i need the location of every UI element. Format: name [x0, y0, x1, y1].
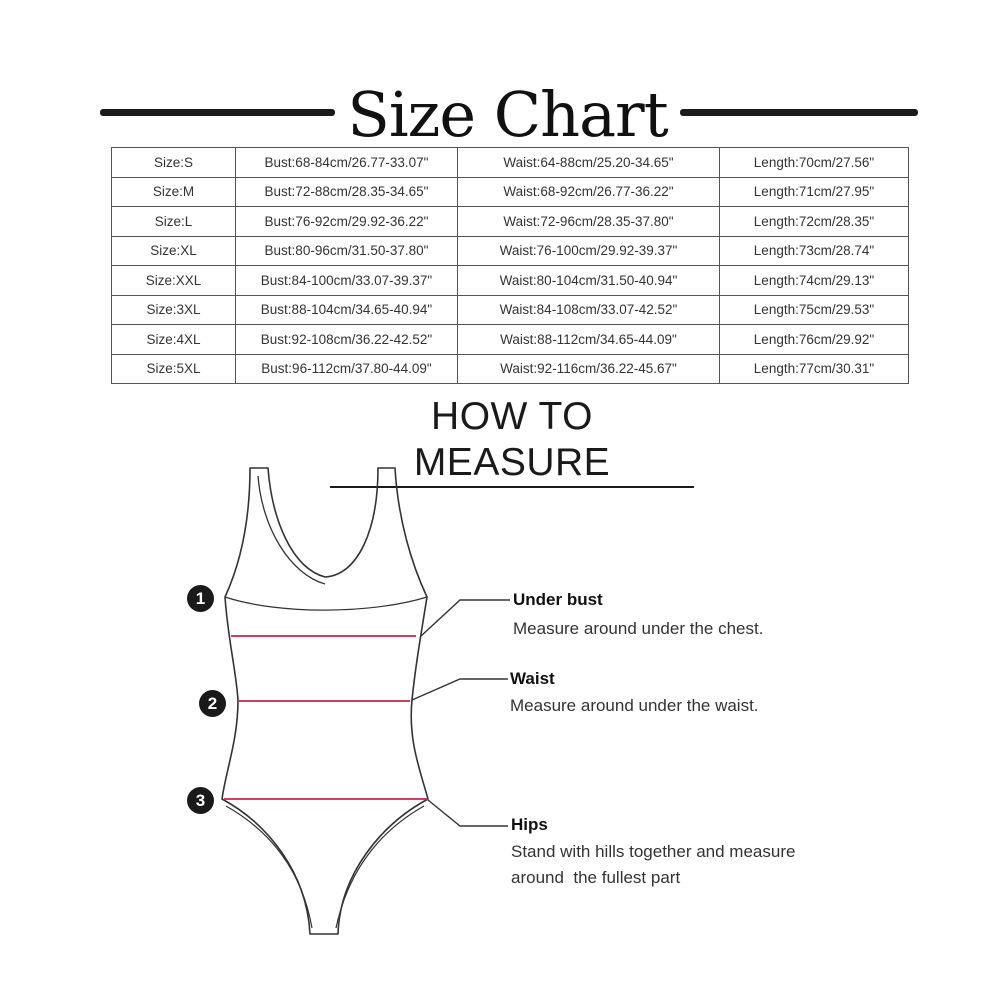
cell-length: Length:73cm/28.74"	[720, 236, 909, 266]
cell-waist: Waist:76-100cm/29.92-39.37"	[458, 236, 720, 266]
cell-bust: Bust:76-92cm/29.92-36.22"	[236, 207, 458, 237]
cell-length: Length:70cm/27.56"	[720, 148, 909, 178]
point-3-badge: 3	[187, 787, 214, 814]
cell-size: Size:3XL	[112, 295, 236, 325]
hips-label: Hips	[511, 815, 548, 834]
hips-description-line-1: Stand with hills together and measure	[511, 842, 796, 861]
hips-leader	[428, 800, 508, 826]
cell-waist: Waist:84-108cm/33.07-42.52"	[458, 295, 720, 325]
cell-bust: Bust:72-88cm/28.35-34.65"	[236, 177, 458, 207]
bodysuit-leg-seam-right	[336, 806, 424, 928]
under-bust-label: Under bust	[513, 590, 603, 609]
page-title: Size Chart	[347, 78, 668, 151]
cell-size: Size:5XL	[112, 354, 236, 384]
cell-bust: Bust:80-96cm/31.50-37.80"	[236, 236, 458, 266]
cell-size: Size:M	[112, 177, 236, 207]
cell-length: Length:71cm/27.95"	[720, 177, 909, 207]
how-to-measure-heading: HOW TO MEASURE	[330, 394, 694, 488]
cell-size: Size:L	[112, 207, 236, 237]
cell-waist: Waist:68-92cm/26.77-36.22"	[458, 177, 720, 207]
cell-bust: Bust:92-108cm/36.22-42.52"	[236, 325, 458, 355]
cell-waist: Waist:92-116cm/36.22-45.67"	[458, 354, 720, 384]
point-2-badge: 2	[199, 690, 226, 717]
cell-size: Size:XL	[112, 236, 236, 266]
cell-size: Size:S	[112, 148, 236, 178]
cell-waist: Waist:72-96cm/28.35-37.80"	[458, 207, 720, 237]
cell-bust: Bust:68-84cm/26.77-33.07"	[236, 148, 458, 178]
cell-length: Length:77cm/30.31"	[720, 354, 909, 384]
point-1-badge: 1	[187, 585, 214, 612]
cell-bust: Bust:84-100cm/33.07-39.37"	[236, 266, 458, 296]
bodysuit-leg-seam-left	[226, 806, 312, 928]
waist-label: Waist	[510, 669, 555, 688]
bodysuit-waistline-seam	[225, 597, 427, 610]
bodysuit-neckline	[258, 476, 325, 584]
cell-length: Length:72cm/28.35"	[720, 207, 909, 237]
under-bust-description: Measure around under the chest.	[513, 619, 764, 638]
cell-waist: Waist:80-104cm/31.50-40.94"	[458, 266, 720, 296]
cell-length: Length:75cm/29.53"	[720, 295, 909, 325]
cell-size: Size:4XL	[112, 325, 236, 355]
cell-bust: Bust:88-104cm/34.65-40.94"	[236, 295, 458, 325]
waist-leader	[412, 679, 508, 700]
cell-size: Size:XXL	[112, 266, 236, 296]
waist-description: Measure around under the waist.	[510, 696, 759, 715]
cell-bust: Bust:96-112cm/37.80-44.09"	[236, 354, 458, 384]
cell-length: Length:74cm/29.13"	[720, 266, 909, 296]
hips-description-line-2: around the fullest part	[511, 868, 681, 887]
under-bust-leader	[421, 600, 510, 636]
cell-waist: Waist:64-88cm/25.20-34.65"	[458, 148, 720, 178]
cell-waist: Waist:88-112cm/34.65-44.09"	[458, 325, 720, 355]
cell-length: Length:76cm/29.92"	[720, 325, 909, 355]
